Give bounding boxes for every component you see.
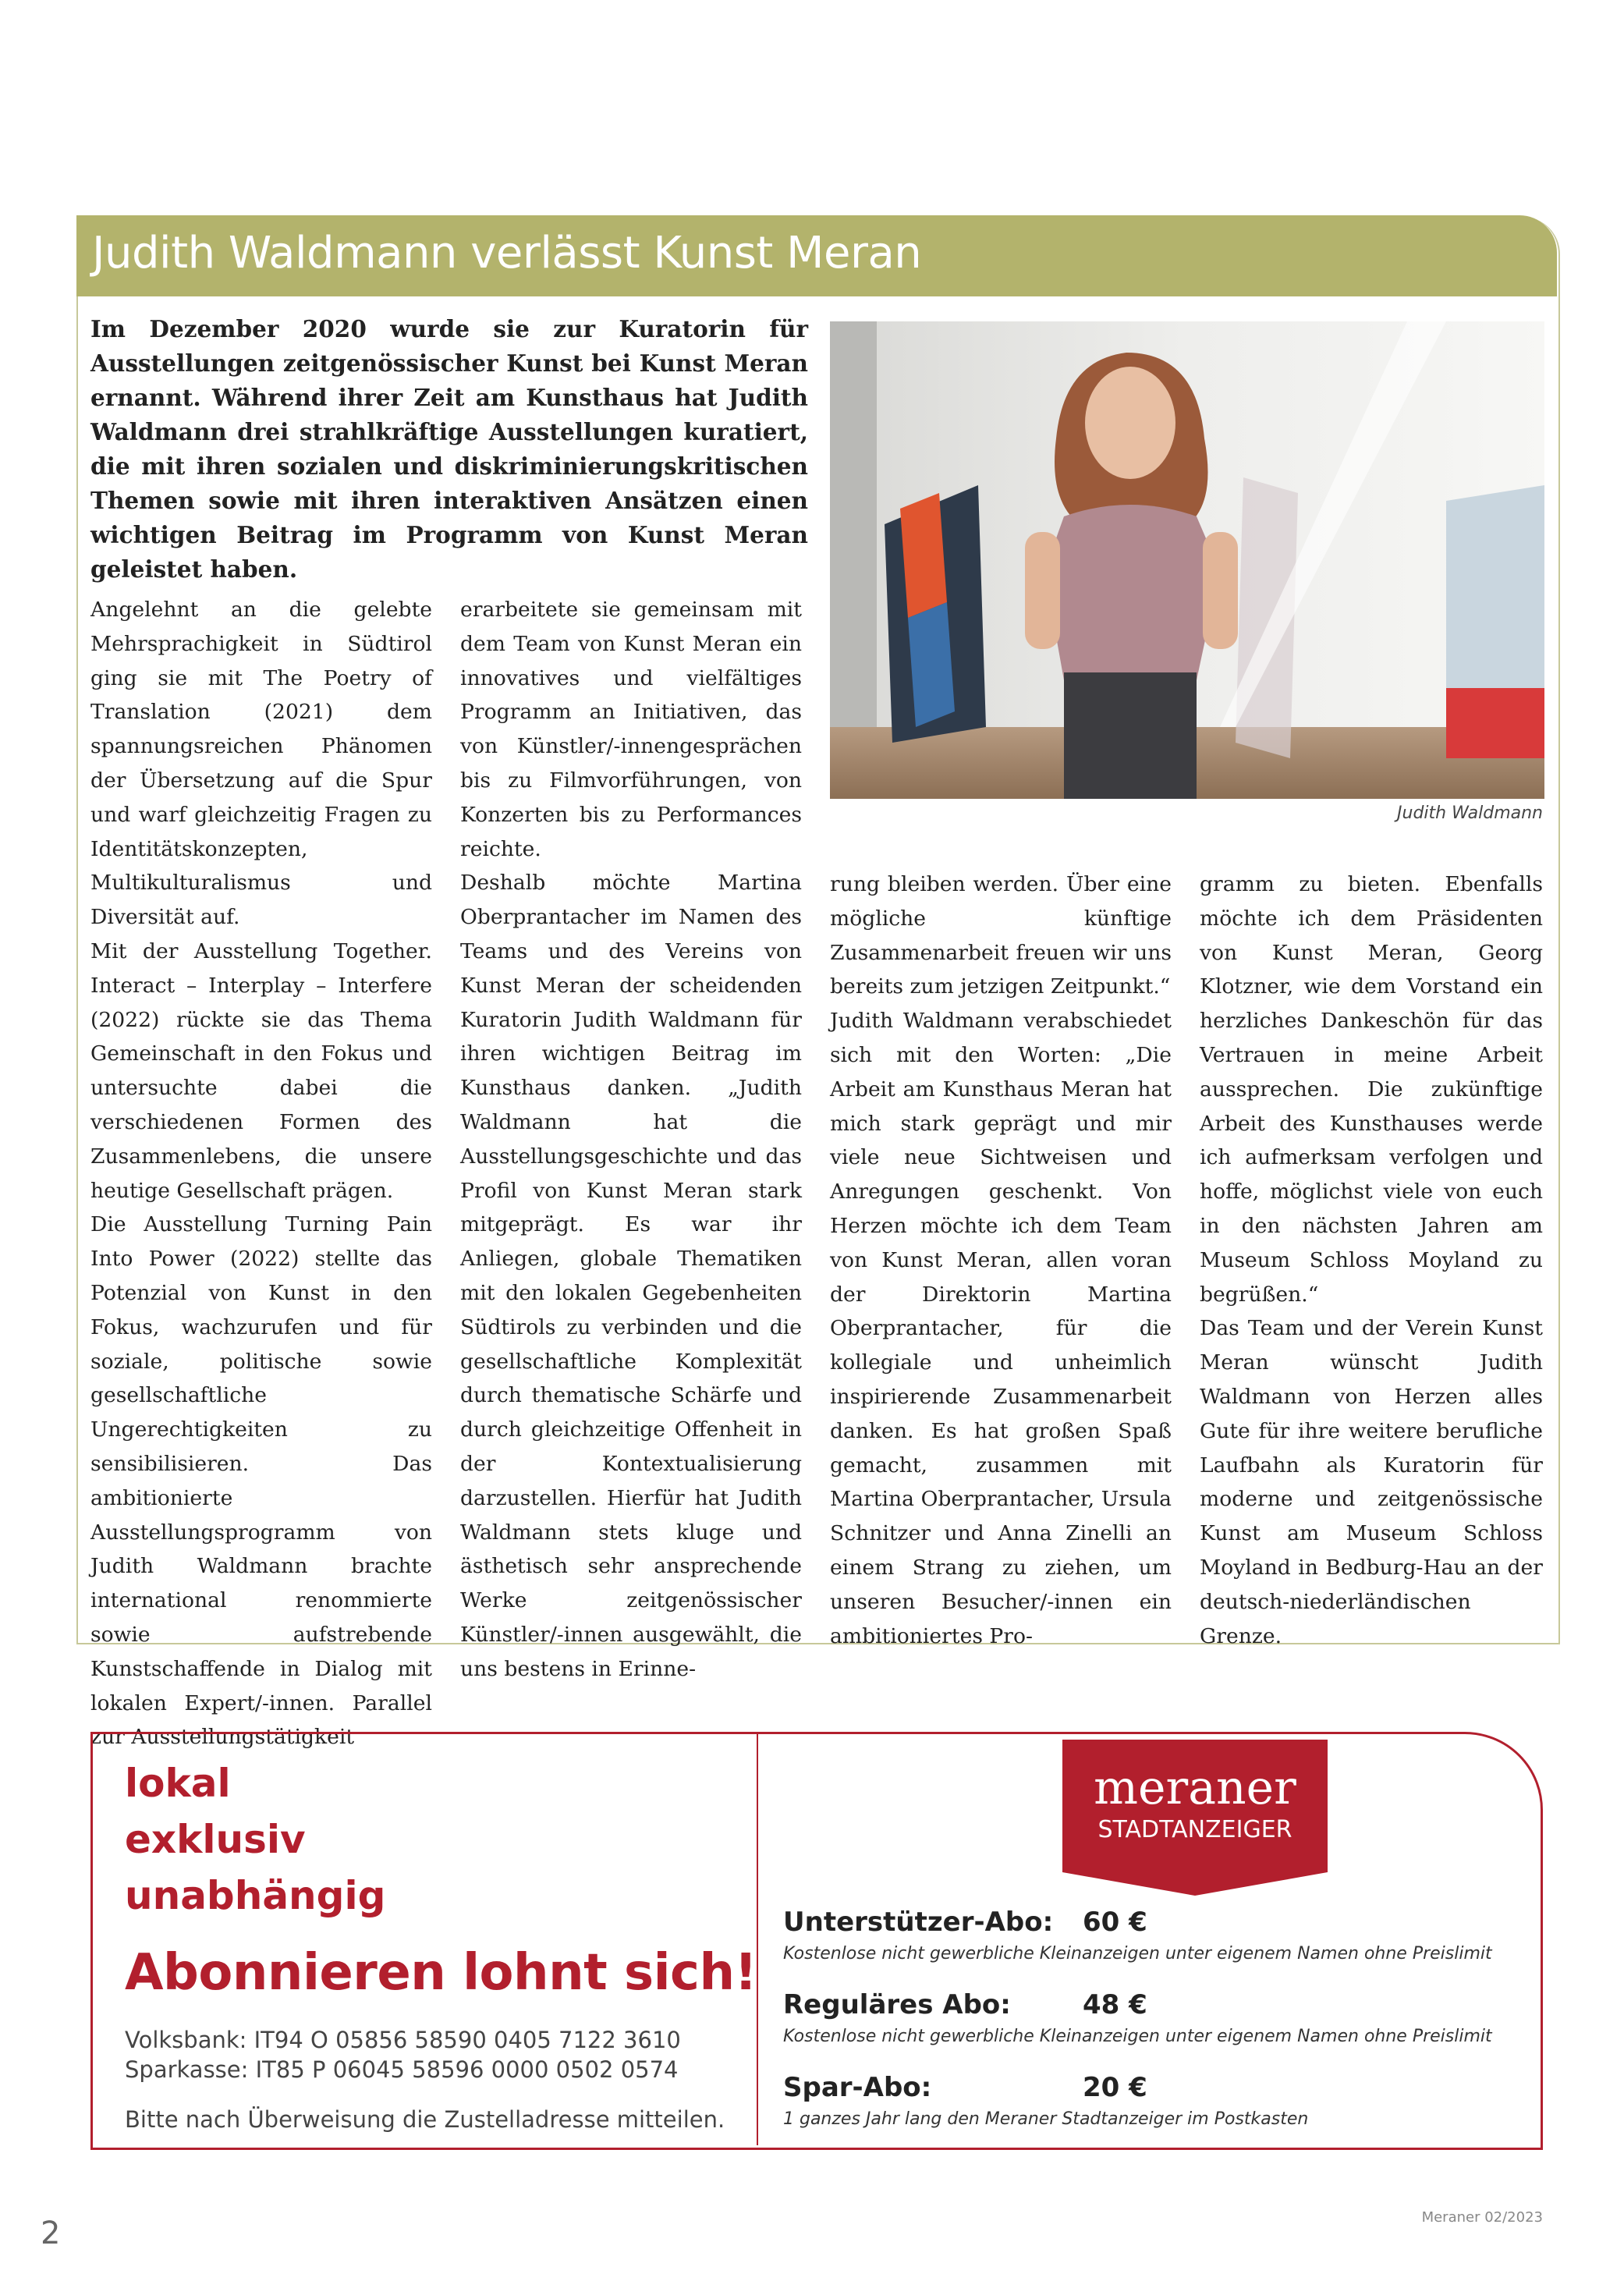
paragraph: Die Ausstellung Turning Pain Into Power (2022) stellte das Potenzial von Kunst in den Fokus, wachzurufen und für soziale, politische sowie gesellschaftliche Ungerechtigkeiten zu sensibilisieren. Das ambitionierte Ausstellungsprogramm von Judith Waldmann brachte international renommierte sowie aufstrebende Kunstschaffende in Dialog mit lokalen Expert/-innen. Parallel zur Ausstellungstätigkeit bbox=[90, 1212, 432, 1750]
ad-slogan bbox=[125, 1755, 385, 1924]
article-column-4 bbox=[1200, 867, 1543, 1653]
abo-name: Unterstützer-Abo: bbox=[783, 1907, 1054, 1938]
abo-name: Reguläres Abo: bbox=[783, 1989, 1011, 2020]
paragraph: Das Team und der Verein Kunst Meran wünscht Judith Waldmann von Herzen alles Gute für ihre weitere berufliche Laufbahn als Kuratorin für moderne und zeitgenössische Kunst am Museum Schloss Moyland in Bedburg-Hau an der deutsch-niederländischen Grenze. bbox=[1200, 1316, 1543, 1648]
bank-details bbox=[125, 2025, 681, 2084]
bank-line: Sparkasse: IT85 P 06045 58596 0000 0502 0574 bbox=[125, 2056, 679, 2083]
paragraph: Mit der Ausstellung Together. Interact – Interplay – Interfere (2022) rückte sie das Thema Gemeinschaft in den Fokus und untersuchte dabei die verschiedenen Formen des Zusammenlebens, die unsere heutige Gesellschaft prägen. bbox=[90, 938, 432, 1203]
article-lead: Im Dezember 2020 wurde sie zur Kuratorin für Ausstellungen zeitgenössischer Kunst bei Kunst Meran ernannt. Während ihrer Zeit am Kunsthaus hat Judith Waldmann drei strahlkräftige Ausstellungen kuratiert, die mit ihren sozialen und diskriminierungskritischen Themen sowie mit ihren interaktiven Ansätzen einen wichtigen Beitrag im Programm von Kunst Meran geleistet haben. bbox=[90, 315, 808, 583]
article-column-3 bbox=[830, 867, 1172, 1653]
slogan-line: lokal bbox=[125, 1761, 231, 1806]
paragraph: erarbeitete sie gemeinsam mit dem Team von Kunst Meran ein innovatives und vielfältiges Programm an Initiativen, das von Künstler/-innengesprächen bis zu Filmvorführungen, von Konzerten bis zu Performances reichte. bbox=[460, 598, 802, 861]
paragraph: gramm zu bieten. Ebenfalls möchte ich dem Präsidenten von Kunst Meran, Georg Klotzner, wie dem Vorstand ein herzliches Dankeschön für das Vertrauen in meine Arbeit aussprechen. Die zukünftige Arbeit des Kunsthauses werde ich aufmerksam verfolgen und hoffe, möglichst viele von euch in den nächsten Jahren am Museum Schloss Moyland zu begrüßen.“ bbox=[1200, 872, 1543, 1307]
article-column-1 bbox=[90, 593, 432, 1754]
logo-line-1: meraner bbox=[1094, 1761, 1296, 1815]
abo-price: 20 € bbox=[1083, 2072, 1147, 2103]
paragraph: Judith Waldmann verabschiedet sich mit den Worten: „Die Arbeit am Kunsthaus Meran hat mich stark geprägt und mir viele neue Sichtweisen und Anregungen geschenkt. Von Herzen möchte ich dem Team von Kunst Meran, allen voran der Direktorin Martina Oberprantacher, für die kollegiale und unheimlich inspirierende Zusammenarbeit danken. Es hat großen Spaß gemacht, zusammen mit Martina Oberprantacher, Ursula Schnitzer und Anna Zinelli an einem Strang zu ziehen, um unseren Besucher/-innen ein ambitioniertes Pro- bbox=[830, 1009, 1172, 1648]
ad-call-to-action: Abonnieren lohnt sich! bbox=[125, 1944, 757, 2002]
abo-description: Kostenlose nicht gewerbliche Kleinanzeigen unter eigenem Namen ohne Preislimit bbox=[783, 2027, 1492, 2046]
slogan-line: exklusiv bbox=[125, 1817, 306, 1862]
abo-price: 48 € bbox=[1083, 1989, 1147, 2020]
paragraph: Angelehnt an die gelebte Mehrsprachigkeit in Südtirol ging sie mit The Poetry of Translation (2021) dem spannungsreichen Phänomen der Übersetzung auf die Spur und warf gleichzeitig Fragen zu Identitätskonzepten, Multikulturalismus und Diversität auf. bbox=[90, 598, 432, 930]
bank-line: Volksbank: IT94 O 05856 58590 0405 7122 3610 bbox=[125, 2027, 681, 2053]
ad-divider bbox=[757, 1733, 758, 2145]
abo-name: Spar-Abo: bbox=[783, 2072, 932, 2103]
abo-description: Kostenlose nicht gewerbliche Kleinanzeigen unter eigenem Namen ohne Preislimit bbox=[783, 1944, 1492, 1964]
slogan-line: unabhängig bbox=[125, 1873, 386, 1918]
paragraph: rung bleiben werden. Über eine mögliche künftige Zusammenarbeit freuen wir uns bereits zum jetzigen Zeitpunkt.“ bbox=[830, 872, 1172, 999]
article-title: Judith Waldmann verlässt Kunst Meran bbox=[92, 228, 922, 278]
abo-price: 60 € bbox=[1083, 1907, 1147, 1938]
portrait-photo bbox=[830, 321, 1544, 799]
ad-note: Bitte nach Überweisung die Zustelladresse mitteilen. bbox=[125, 2106, 725, 2133]
issue-label: Meraner 02/2023 bbox=[1421, 2209, 1543, 2226]
article-column-2 bbox=[460, 593, 802, 1687]
article-title-bar bbox=[76, 215, 1557, 296]
meraner-stadtanzeiger-logo bbox=[1062, 1740, 1328, 1896]
abo-description: 1 ganzes Jahr lang den Meraner Stadtanzeiger im Postkasten bbox=[783, 2109, 1309, 2129]
paragraph: Deshalb möchte Martina Oberprantacher im Namen des Teams und des Vereins von Kunst Meran der scheidenden Kuratorin Judith Waldmann für ihren wichtigen Beitrag im Kunsthaus danken. „Judith Waldmann hat die Ausstellungsgeschichte und das Profil von Kunst Meran stark mitgeprägt. Es war ihr Anliegen, globale Thematiken mit den lokalen Gegebenheiten Südtirols zu verbinden und die gesellschaftliche Komplexität durch thematische Schärfe und durch gleichzeitige Offenheit in der Kontextualisierung darzustellen. Hierfür hat Judith Waldmann stets kluge und ästhetisch sehr ansprechende Werke zeitgenössischer Künstler/-innen ausgewählt, die uns bestens in Erinne- bbox=[460, 871, 802, 1681]
page-number: 2 bbox=[41, 2215, 61, 2251]
photo-caption: Judith Waldmann bbox=[1397, 803, 1543, 823]
logo-line-2: STADTANZEIGER bbox=[1097, 1816, 1292, 1843]
